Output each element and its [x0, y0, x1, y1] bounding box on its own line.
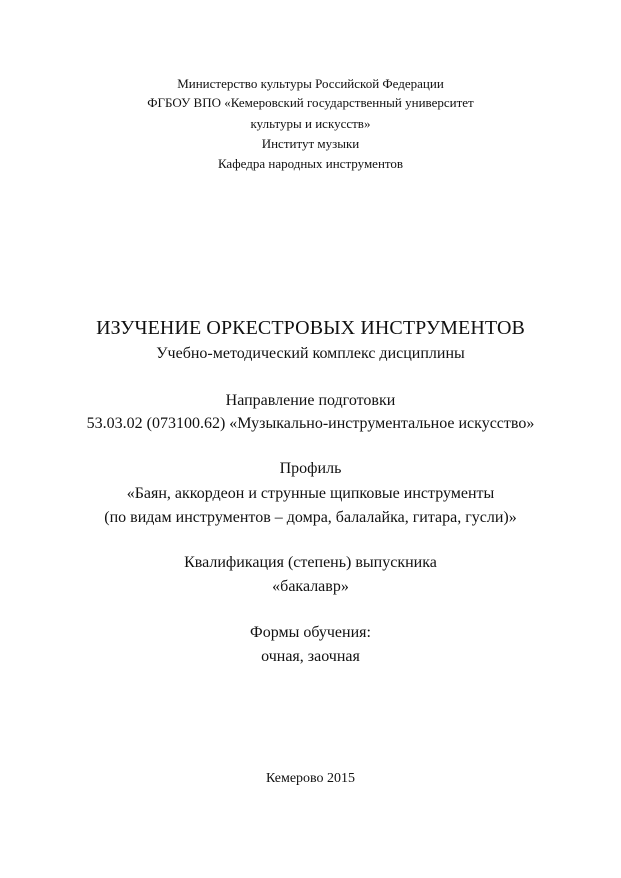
- university-name-line2: культуры и искусств»: [250, 116, 371, 131]
- qualification-label: Квалификация (степень) выпускника: [184, 554, 437, 571]
- profile-value-line2: (по видам инструментов – домра, балалайка, гитара, гусли)»: [104, 509, 517, 526]
- department-name: Кафедра народных инструментов: [217, 156, 404, 171]
- direction-label: Направление подготовки: [225, 392, 396, 409]
- place-and-year: Кемерово 2015: [265, 771, 356, 786]
- document-subtitle: Учебно-методический комплекс дисциплины: [156, 345, 465, 362]
- study-forms-value: очная, заочная: [261, 648, 360, 665]
- university-name-line1: ФГБОУ ВПО «Кемеровский государственный университет: [147, 95, 474, 110]
- study-forms-label: Формы обучения:: [250, 624, 371, 641]
- profile-label: Профиль: [279, 460, 342, 477]
- document-title: ИЗУЧЕНИЕ ОРКЕСТРОВЫХ ИНСТРУМЕНТОВ: [96, 317, 525, 339]
- ministry-name: Министерство культуры Российской Федерации: [177, 76, 444, 91]
- institute-name: Институт музыки: [261, 136, 360, 151]
- profile-value-line1: «Баян, аккордеон и струнные щипковые инструменты: [126, 485, 495, 502]
- direction-value: 53.03.02 (073100.62) «Музыкально-инструментальное искусство»: [86, 415, 535, 432]
- qualification-value: «бакалавр»: [272, 578, 349, 595]
